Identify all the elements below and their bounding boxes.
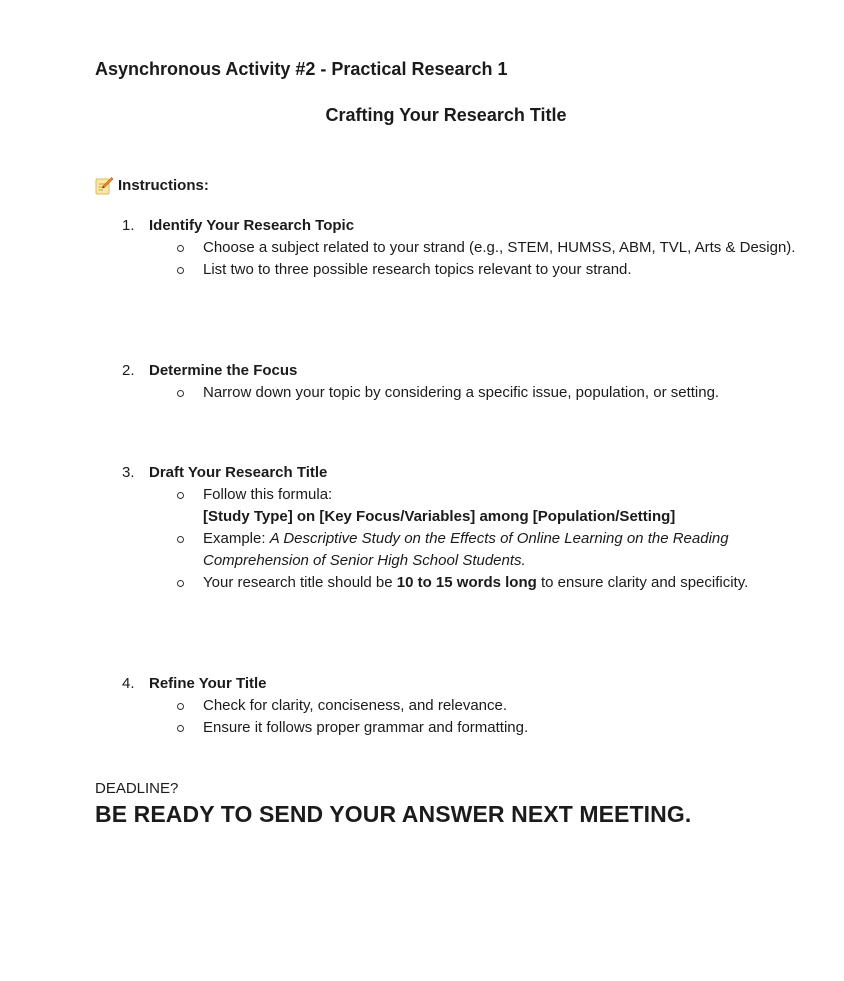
bullet-icon <box>177 703 184 710</box>
instructions-label: Instructions: <box>118 177 209 194</box>
step-bullets <box>122 382 812 404</box>
document-subtitle: Crafting Your Research Title <box>325 105 567 125</box>
list-item: Check for clarity, conciseness, and relevance. <box>122 695 812 717</box>
step-label: Refine Your Title <box>149 675 267 692</box>
step-bullets <box>122 484 812 594</box>
bullet-icon <box>177 245 184 252</box>
step-label: Determine the Focus <box>149 362 298 379</box>
formula-text: [Study Type] on [Key Focus/Variables] among [Population/Setting] <box>203 508 676 525</box>
step-bullets <box>122 695 812 739</box>
list-item: Your research title should be 10 to 15 words long to ensure clarity and specificity. <box>122 572 803 594</box>
document-title: Asynchronous Activity #2 - Practical Research 1 <box>95 59 508 79</box>
memo-icon <box>95 176 114 195</box>
bullet-icon <box>177 492 184 499</box>
step-number: 1. <box>122 217 135 234</box>
list-item: Ensure it follows proper grammar and formatting. <box>122 717 812 739</box>
step-label: Draft Your Research Title <box>149 464 328 481</box>
list-item: Example: A Descriptive Study on the Effects of Online Learning on the Reading Comprehension of Senior High School Students. <box>122 528 803 572</box>
step-number: 4. <box>122 675 135 692</box>
step-4 <box>122 673 812 739</box>
step-1 <box>122 215 812 281</box>
bullet-icon <box>177 580 184 587</box>
step-label: Identify Your Research Topic <box>149 217 355 234</box>
step-2 <box>122 360 812 404</box>
instructions-heading <box>95 176 209 195</box>
bullet-icon <box>177 390 184 397</box>
bullet-icon <box>177 536 184 543</box>
example-title: A Descriptive Study on the Effects of Online Learning on the Reading Comprehension of Senior High School Students. <box>203 530 729 569</box>
bullet-icon <box>177 267 184 274</box>
step-number: 3. <box>122 464 135 481</box>
step-3 <box>122 462 812 594</box>
bullet-icon <box>177 725 184 732</box>
deadline-message: BE READY TO SEND YOUR ANSWER NEXT MEETING. <box>95 801 692 827</box>
list-item: Choose a subject related to your strand (e.g., STEM, HUMSS, ABM, TVL, Arts & Design). <box>122 237 803 259</box>
list-item: List two to three possible research topics relevant to your strand. <box>122 259 812 281</box>
list-item: Narrow down your topic by considering a specific issue, population, or setting. <box>122 382 812 404</box>
step-bullets <box>122 237 812 281</box>
list-item: Follow this formula: [Study Type] on [Key Focus/Variables] among [Population/Setting] <box>122 484 812 528</box>
deadline-question: DEADLINE? <box>95 780 179 797</box>
step-number: 2. <box>122 362 135 379</box>
